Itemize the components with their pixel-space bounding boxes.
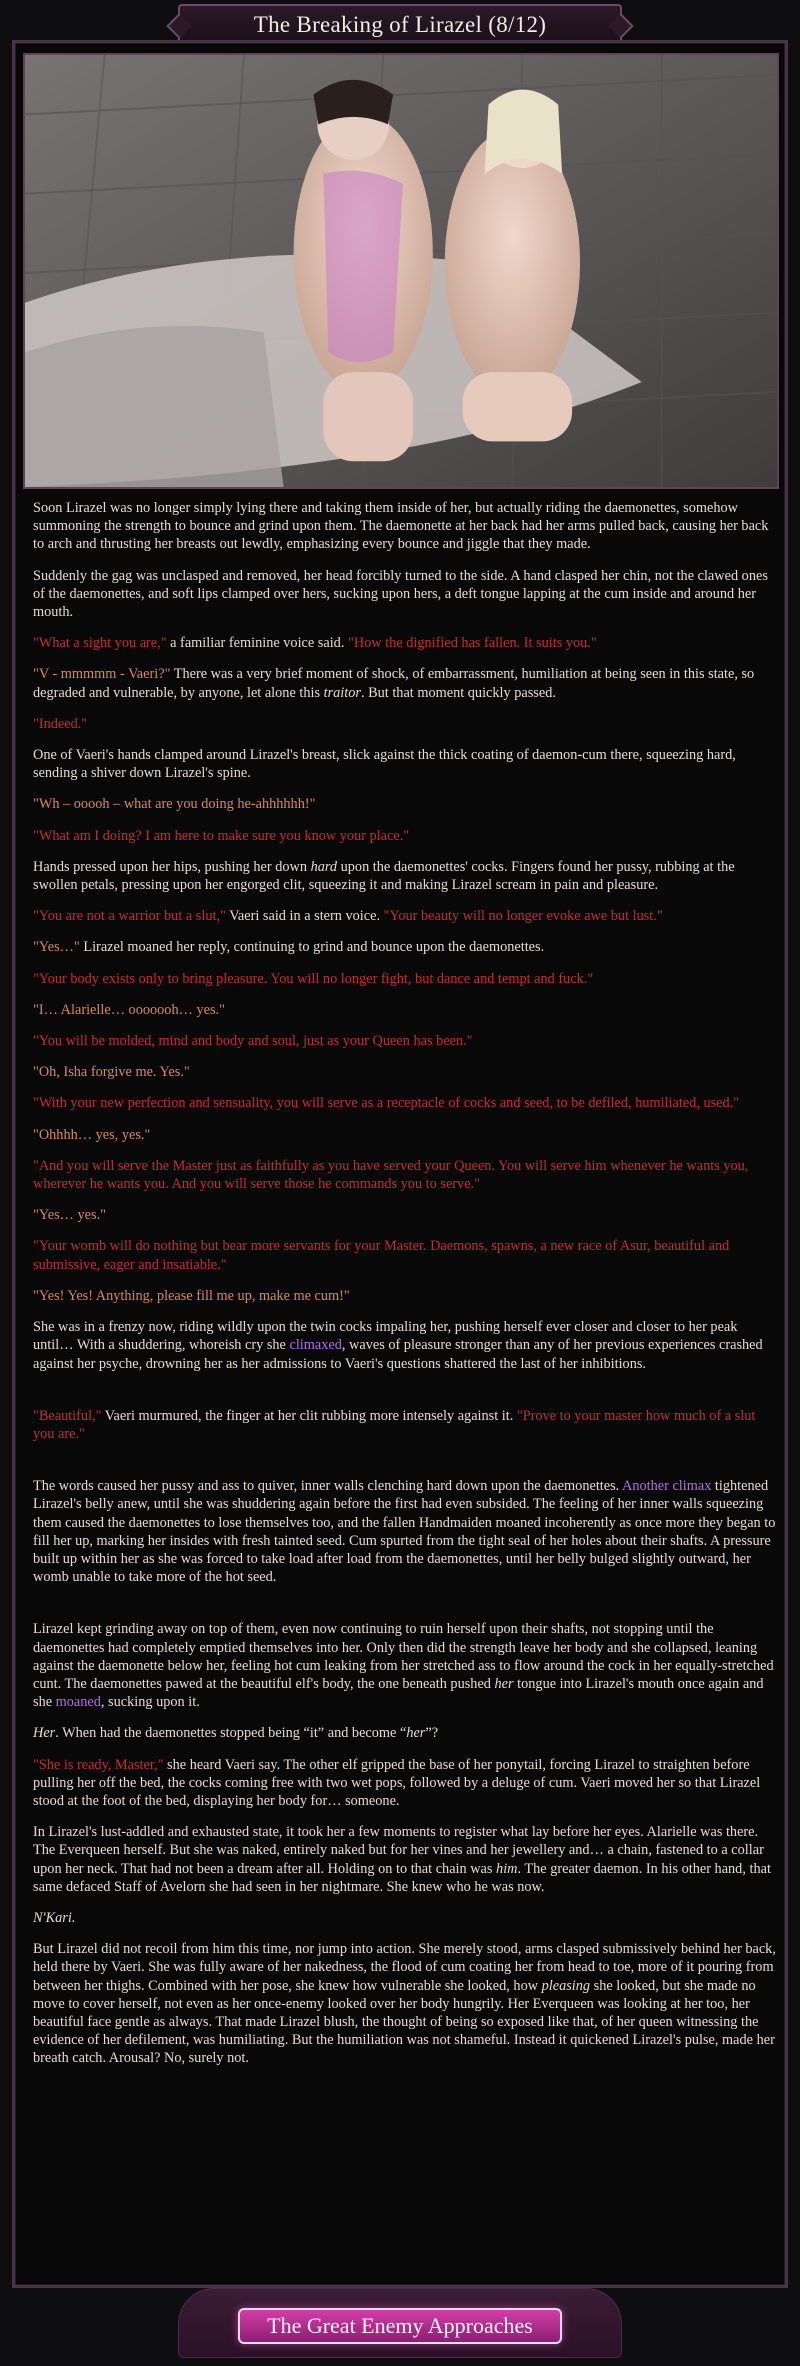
emphasis-text: him [496,1860,518,1877]
narration-text: tightened Lirazel's belly anew, until she was shuddering again before the first had even subsided. The feeling of her inner walls squeezing them caused the daemonettes to lose themselves too, and the fallen Handmaiden moaned incoherently as once more they began to fill her up, marking her insides with fresh tainted seed. Cum spurted from the tight seal of her holes about their shafts. A pressure built up within her as she was forced to take load after load from the daemonettes, until her belly bulged slightly outward, her womb unable to take more of the hot seed. [33,1478,776,1586]
dialogue-paragraph: "Oh, Isha forgive me. Yes." [33,1064,190,1081]
story-paragraph [33,858,777,894]
narration-text: . When had the daemonettes stopped being “it” and become “ [55,1725,407,1742]
dialogue-paragraph: "Ohhhh… yes, yes." [33,1126,151,1143]
story-paragraph [33,1724,777,1742]
narration-text: she heard Vaeri say. The other elf gripped the base of her ponytail, forcing Lirazel to straighten before pulling her off the bed, the cocks coming free with two wet pops, followed by a deluge of cum. Vaeri moved her so that Lirazel stood at the foot of the bed, displaying her body for… someone. [33,1756,761,1809]
story-paragraph [33,938,777,956]
dialogue-quote: "Yes…" [33,939,80,956]
dialogue-quote: "Beautiful," [33,1407,102,1424]
dialogue-paragraph: "Yes! Yes! Anything, please fill me up, make me cum!" [33,1287,350,1304]
story-paragraph [33,1940,777,2067]
narration-text: Lirazel kept grinding away on top of them, even now continuing to ruin herself upon their shafts, not stopping until the daemonettes had completely emptied themselves into her. Only then did the strength leave her body and she collapsed, leaning against the daemonette below her, feeling hot cum leaking from her stretched ass to flow around the cock in her equally-stretched cunt. The daemonettes pawed at the beautiful elf's body, the one beneath pushed [33,1621,774,1692]
story-paragraph [33,1756,777,1811]
dialogue-paragraph: "With your new perfection and sensuality, you will serve as a receptacle of cocks and seed, to be defiled, humiliated, used." [33,1095,740,1112]
dialogue-quote: "What a sight you are," [33,635,167,652]
narration-text: She was in a frenzy now, riding wildly upon the twin cocks impaling her, pushing herself ever closer and closer to her peak until… With a shuddering, whoreish cry she [33,1319,738,1354]
narration-text: ”? [425,1725,439,1742]
narration-text: a familiar feminine voice said. [166,635,348,652]
story-paragraph [33,665,777,701]
keyword-highlight: Another climax [622,1478,712,1495]
next-chapter-button[interactable]: The Great Enemy Approaches [238,2308,562,2344]
dialogue-quote: "V - mmmmm - Vaeri?" [33,666,171,683]
dialogue-quote: "You are not a warrior but a slut," [33,908,226,925]
narration-text: she looked, but she made no move to cover herself, not even as her once-enemy looked over her body hungrily. Her Everqueen was looking at her too, her beautiful face gentle as always. That made Lirazel blush, the thought of being so exposed like that, of her queen witnessing the evidence of her defilement, was humiliating. But the humiliation was not shameful. Instead it quickened Lirazel's pulse, made her breath catch. Arousal? No, surely not. [33,1977,775,2067]
narration-text: In Lirazel's lust-addled and exhausted state, it took her a few moments to register what lay before her eyes. Alarielle was there. The Everqueen herself. But she was naked, entirely naked but for her vines and her jewellery and… a chain, fastened to a collar upon her neck. That had not been a dream after all. Holding on to that chain was [33,1824,764,1877]
illustration-image [23,53,779,489]
narration-text: The words caused her pussy and ass to quiver, inner walls clenching hard down upon the daemonettes. [33,1478,623,1495]
narration-text: tongue into Lirazel's mouth once again and she [33,1675,764,1711]
story-paragraph [33,1909,777,1927]
emphasis-text: traitor [323,684,361,701]
dialogue-quote: "Your beauty will no longer evoke awe but lust." [383,908,663,925]
narration-text: But Lirazel did not recoil from him this time, nor jump into action. She merely stood, arms clasped submissively behind her back, held there by Vaeri. She was fully aware of her nakedness, the flood of cum coating her from head to toe, more of it pouring from between her thighs. Combined with her pose, she knew how vulnerable she looked, how [33,1941,776,1994]
keyword-highlight: climaxed [289,1337,342,1354]
dialogue-paragraph: "Your body exists only to bring pleasure. You will no longer fight, but dance and tempt and fuck." [33,970,594,987]
story-paragraph [33,1620,777,1711]
narration-text: Hands pressed upon her hips, pushing her down [33,858,311,875]
emphasis-text: her [494,1675,514,1692]
narration-text: upon the daemonettes' cocks. Fingers found her pussy, rubbing at the swollen petals, pressing upon her engorged clit, squeezing it and making Lirazel scream in pain and pleasure. [33,858,735,894]
dialogue-paragraph: "I… Alarielle… ooooooh… yes." [33,1001,225,1018]
story-panel [12,40,788,2288]
emphasis-text: her [406,1725,426,1742]
page-title: The Breaking of Lirazel (8/12) [253,12,547,37]
dialogue-paragraph: "And you will serve the Master just as faithfully as you have served your Queen. You will serve him whenever he wants you, wherever he wants you. And you will serve those he commands you to serve." [33,1157,749,1193]
narration-text: Vaeri said in a stern voice. [225,908,384,925]
keyword-highlight: moaned [55,1694,101,1711]
narration-text: . The greater daemon. In his other hand, that same defaced Staff of Avelorn she had seen in her nightmare. She knew who he was now. [33,1860,771,1895]
dialogue-paragraph: "What am I doing? I am here to make sure you know your place." [33,827,410,844]
story-paragraph [33,634,777,652]
story-paragraph [33,1477,777,1586]
story-paragraph [33,1318,777,1373]
story-paragraph: Soon Lirazel was no longer simply lying there and taking them inside of her, but actually riding the daemonettes, somehow summoning the strength to bounce and grind upon them. The daemonette at her back had her arms pulled back, causing her back to arch and thrusting her breasts out lewdly, emphasizing every bounce and jiggle that they made. [33,500,769,553]
dialogue-quote: "Prove to your master how much of a slut you are." [33,1407,756,1442]
story-text [33,499,777,2081]
dialogue-paragraph: "Wh – ooooh – what are you doing he-ahhhhhh!" [33,796,316,813]
narration-text: , sucking upon it. [100,1694,200,1711]
narration-text: Vaeri murmured, the finger at her clit rubbing more intensely against it. [101,1407,517,1424]
dialogue-paragraph: "You will be molded, mind and body and soul, just as your Queen has been." [33,1033,473,1050]
dialogue-paragraph: "Indeed." [33,715,88,732]
narration-text: Lirazel moaned her reply, continuing to grind and bounce upon the daemonettes. [79,939,545,956]
story-paragraph [33,1823,777,1896]
story-paragraph: Suddenly the gag was unclasped and removed, her head forcibly turned to the side. A hand clasped her chin, not the clawed ones of the daemonettes, and soft lips clamped over hers, sucking upon hers, a deft tongue lapping at the cum inside and around her mouth. [33,567,768,621]
dialogue-paragraph: "Your womb will do nothing but bear more servants for your Master. Daemons, spawns, a new race of Asur, beautiful and submissive, eager and insatiable." [33,1238,730,1273]
story-paragraph [33,907,777,925]
narration-text: There was a very brief moment of shock, of embarrassment, humiliation at being seen in this state, so degraded and vulnerable, by anyone, let alone this [33,666,755,701]
dialogue-quote: "She is ready, Master," [33,1756,164,1773]
narration-text: . But that moment quickly passed. [360,684,556,701]
narration-text: , waves of pleasure stronger than any of her previous experiences crashed against her psyche, drowning her as her admissions to Vaeri's questions shattered the last of her inhibitions. [33,1337,763,1372]
emphasis-text: hard [310,858,338,875]
dialogue-quote: "How the dignified has fallen. It suits you." [347,635,597,652]
story-paragraph [33,1407,777,1443]
emphasis-text: Her [33,1725,56,1742]
story-paragraph: One of Vaeri's hands clamped around Lirazel's breast, slick against the thick coating of daemon-cum there, squeezing hard, sending a shiver down Lirazel's spine. [33,747,736,782]
illustration-placeholder-icon [25,55,777,487]
emphasis-text: N'Kari. [33,1909,76,1926]
dialogue-paragraph: "Yes… yes." [33,1207,106,1224]
emphasis-text: pleasing [541,1977,591,1994]
